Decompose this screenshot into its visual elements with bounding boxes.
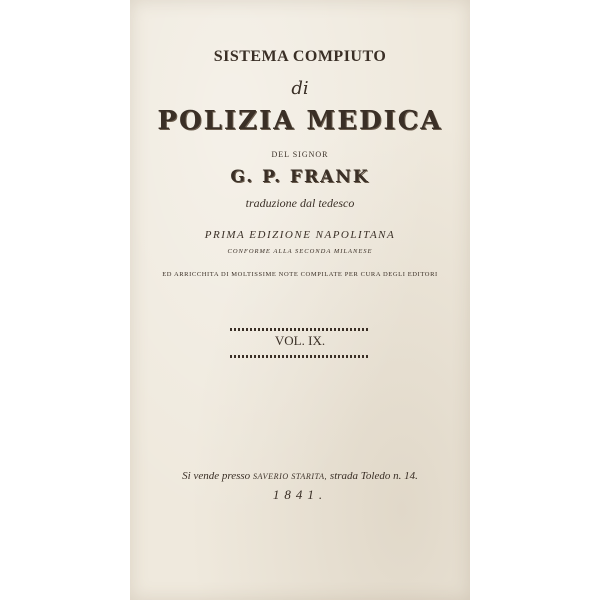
volume-label: VOL. IX. xyxy=(274,333,326,348)
title-line-1: SISTEMA COMPIUTO xyxy=(213,48,387,65)
imprint-line xyxy=(130,470,470,482)
conforme-line: CONFORME ALLA SECONDA MILANESE xyxy=(227,248,373,255)
main-title: POLIZIA MEDICA xyxy=(157,106,443,136)
author-name: G. P. FRANK xyxy=(230,167,370,187)
imprint-prefix: Si vende presso xyxy=(182,470,251,482)
translation-note: traduzione dal tedesco xyxy=(245,196,355,210)
publication-year: 1841. xyxy=(272,487,328,502)
imprint-address: strada Toledo n. 14. xyxy=(329,470,418,482)
title-di: di xyxy=(291,78,309,99)
top-ornamental-rule xyxy=(230,328,370,331)
author-prefix: DEL SIGNOR xyxy=(271,150,329,159)
title-page xyxy=(130,0,470,600)
arricchita-line: ED ARRICCHITA DI MOLTISSIME NOTE COMPILATE PER CURA DEGLI EDITORI xyxy=(162,271,438,278)
bottom-ornamental-rule xyxy=(230,355,370,358)
imprint-publisher: SAVERIO STARITA, xyxy=(252,472,328,481)
edition-line: PRIMA EDIZIONE NAPOLITANA xyxy=(204,229,396,241)
